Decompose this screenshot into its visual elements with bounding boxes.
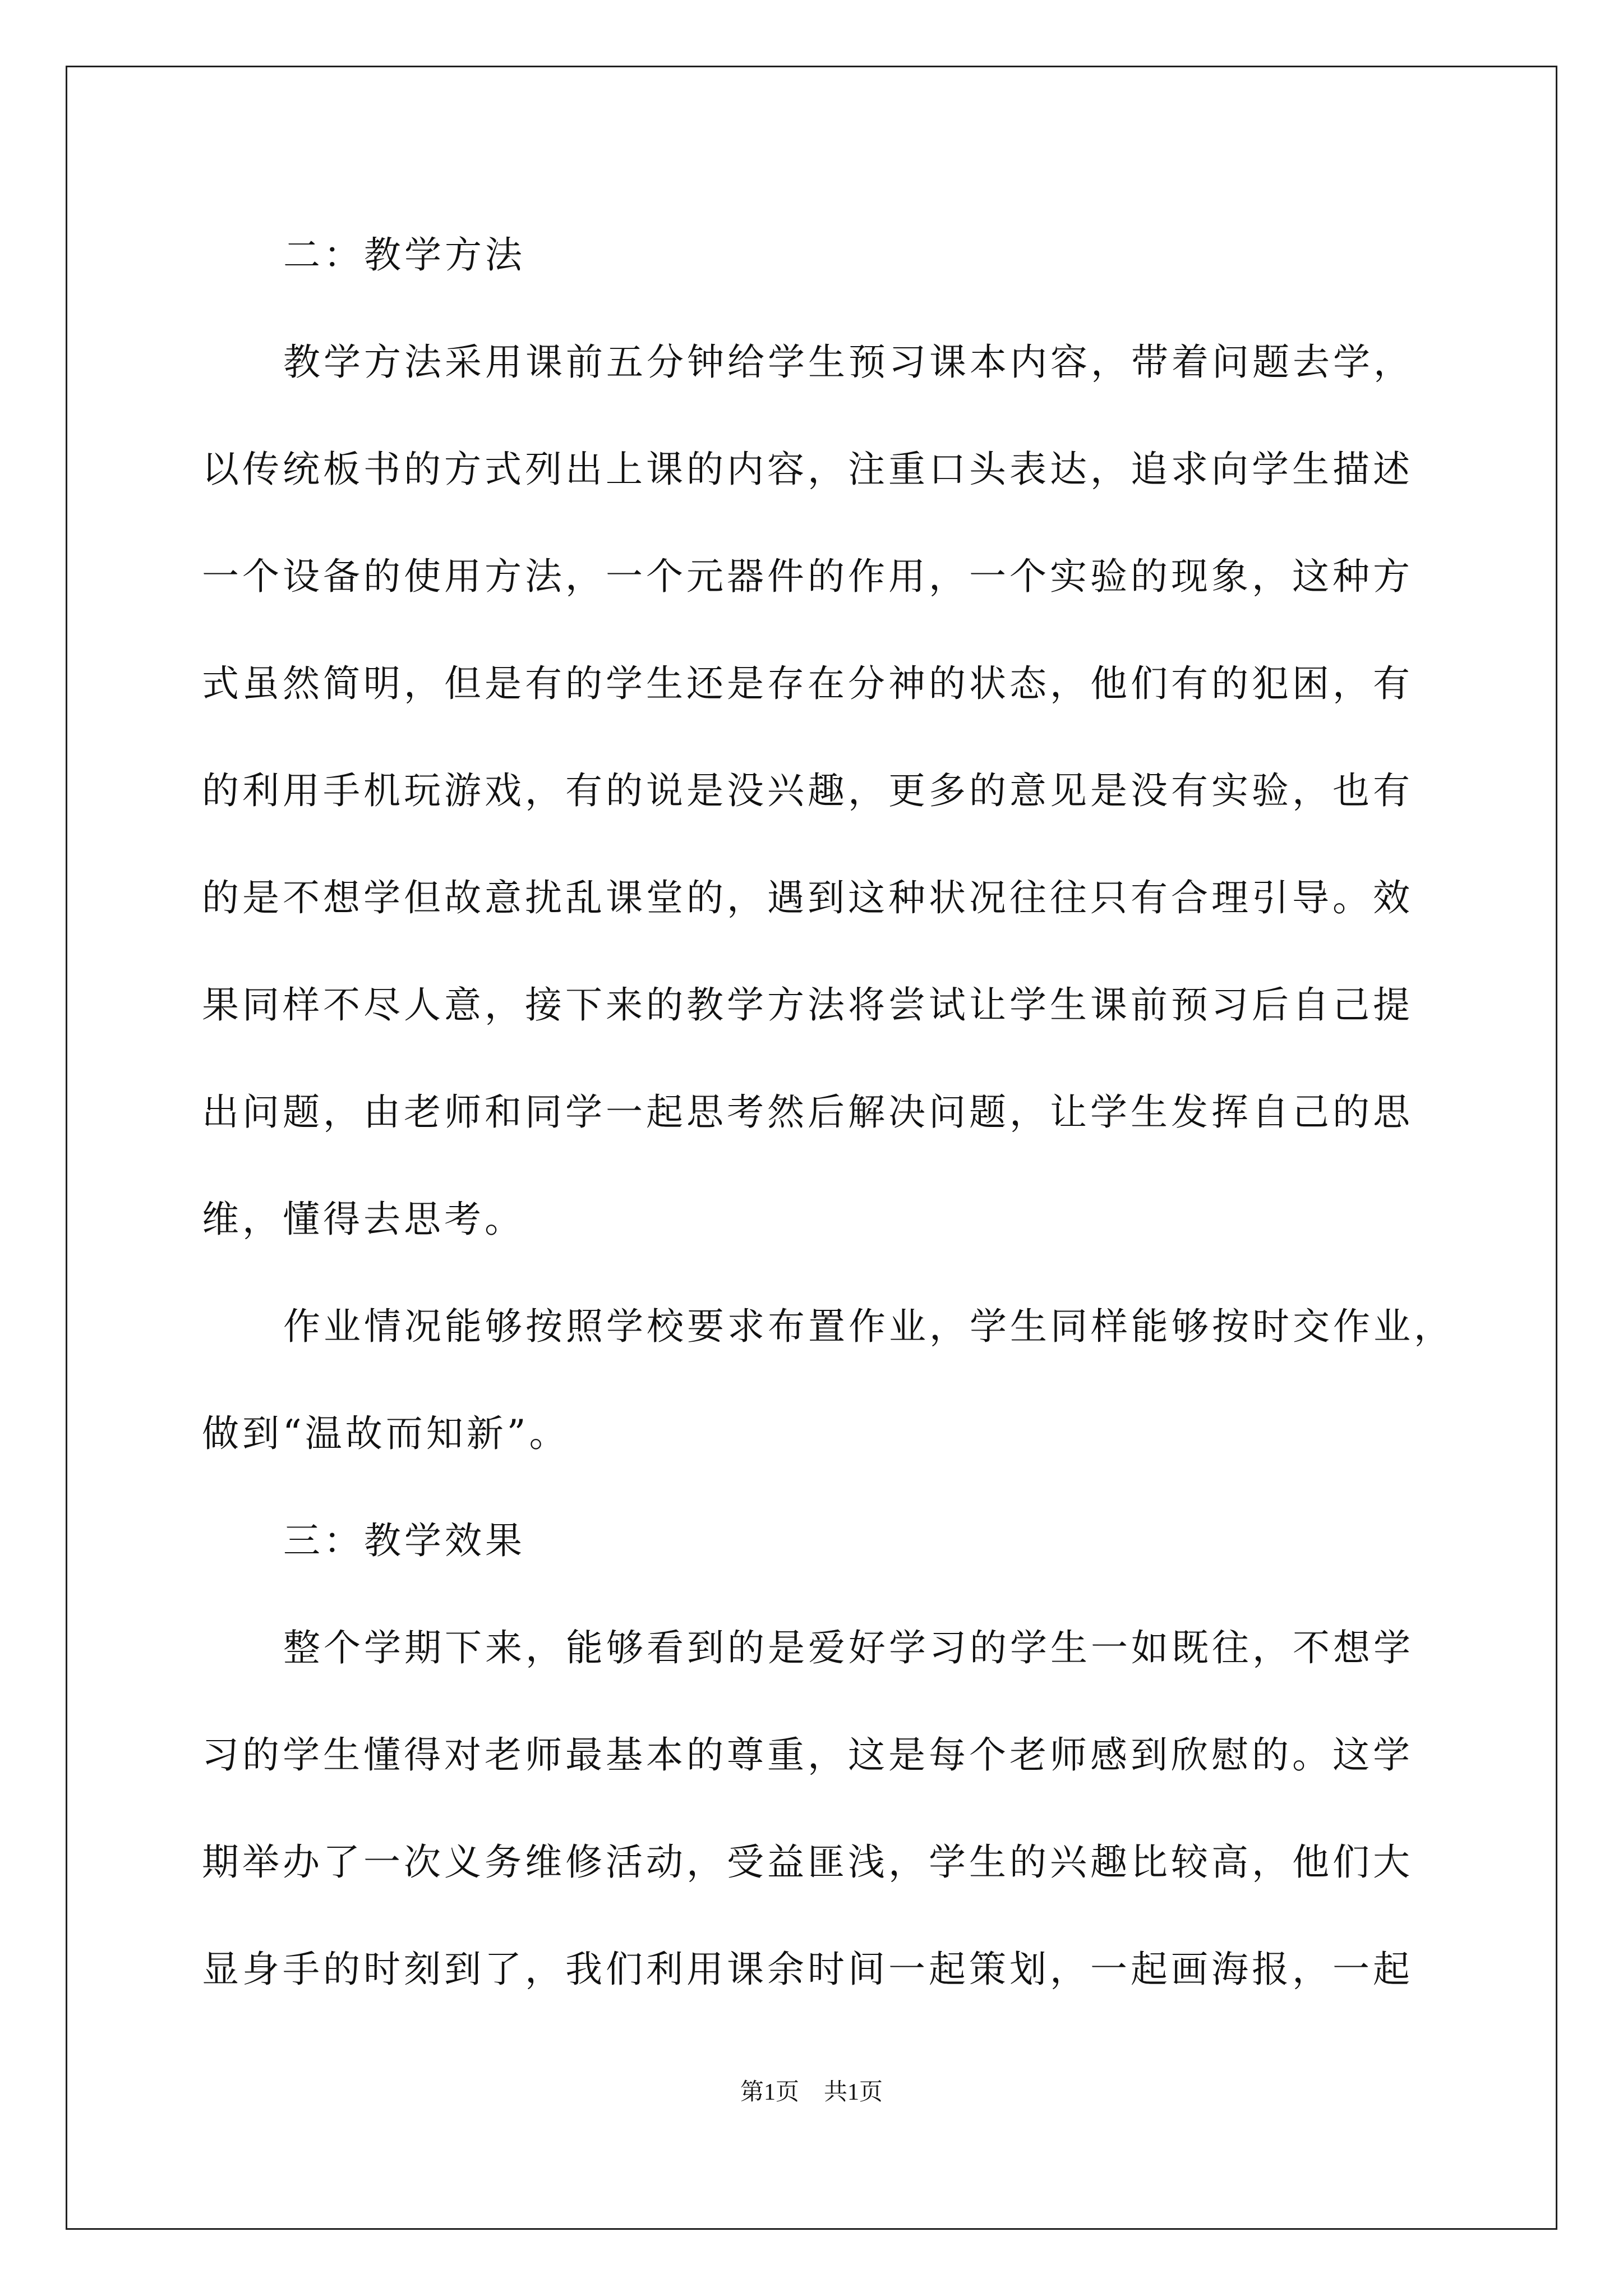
page-total: 共1页 [824, 2079, 883, 2105]
section-heading: 三：教学效果 [283, 1519, 525, 1562]
paragraph-line: 整个学期下来，能够看到的是爱好学习的学生一如既往，不想学 [283, 1626, 1414, 1669]
paragraph-line: 的是不想学但故意扰乱课堂的，遇到这种状况往往只有合理引导。效 [202, 876, 1413, 919]
paragraph-line: 式虽然简明，但是有的学生还是存在分神的状态，他们有的犯困，有 [202, 662, 1413, 705]
paragraph-line: 做到“温故而知新”。 [202, 1412, 570, 1455]
paragraph-line: 维，懂得去思考。 [202, 1198, 525, 1241]
paragraph-line: 期举办了一次义务维修活动，受益匪浅，学生的兴趣比较高，他们大 [202, 1841, 1413, 1884]
page-footer [0, 2076, 1623, 2109]
paragraph-line: 显身手的时刻到了，我们利用课余时间一起策划，一起画海报，一起 [202, 1948, 1413, 1991]
paragraph-line: 一个设备的使用方法，一个元器件的作用，一个实验的现象，这种方 [202, 555, 1413, 598]
page-number: 第1页 [740, 2079, 799, 2105]
paragraph-line: 习的学生懂得对老师最基本的尊重，这是每个老师感到欣慰的。这学 [202, 1733, 1413, 1777]
paragraph-line: 作业情况能够按照学校要求布置作业，学生同样能够按时交作业， [283, 1305, 1454, 1348]
paragraph-line: 出问题，由老师和同学一起思考然后解决问题，让学生发挥自己的思 [202, 1091, 1413, 1134]
section-heading: 二：教学方法 [283, 233, 525, 277]
paragraph-line: 的利用手机玩游戏，有的说是没兴趣，更多的意见是没有实验，也有 [202, 769, 1413, 812]
document-body [202, 224, 1454, 2046]
paragraph-line: 以传统板书的方式列出上课的内容，注重口头表达，追求向学生描述 [202, 448, 1413, 491]
paragraph-line: 教学方法采用课前五分钟给学生预习课本内容，带着问题去学， [283, 341, 1414, 384]
paragraph-line: 果同样不尽人意，接下来的教学方法将尝试让学生课前预习后自己提 [202, 983, 1413, 1027]
